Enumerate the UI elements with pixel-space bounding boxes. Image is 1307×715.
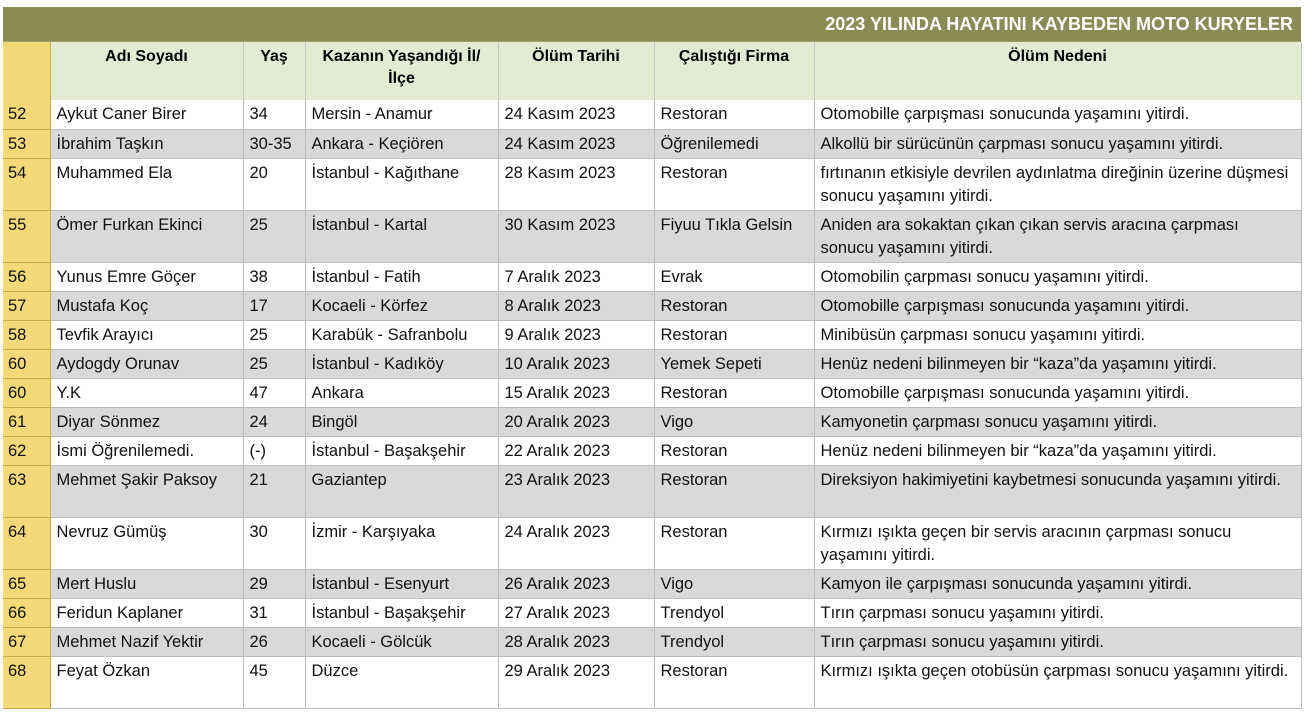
row-cause-cell: Otomobille çarpışması sonucunda yaşamını yitirdi.	[814, 100, 1301, 129]
row-location-cell: Kocaeli - Körfez	[305, 291, 498, 320]
row-company-cell: Evrak	[654, 262, 814, 291]
header-location: Kazanın Yaşandığı İl/ İlçe	[305, 42, 498, 100]
row-cause-cell: Kırmızı ışıkta geçen bir servis aracının çarpması sonucu yaşamını yitirdi.	[814, 517, 1301, 569]
row-company-cell: Trendyol	[654, 598, 814, 627]
row-company-cell: Restoran	[654, 158, 814, 210]
row-age-cell: 17	[243, 291, 305, 320]
row-age-cell: 21	[243, 465, 305, 517]
row-name-cell: Tevfik Arayıcı	[50, 320, 243, 349]
row-cause-cell: fırtınanın etkisiyle devrilen aydınlatma direğinin üzerine düşmesi sonucu yaşamını yitirdi.	[814, 158, 1301, 210]
row-number-cell: 68	[3, 656, 50, 708]
header-company: Çalıştığı Firma	[654, 42, 814, 100]
row-cause-cell: Kamyonetin çarpması sonucu yaşamını yitirdi.	[814, 407, 1301, 436]
row-location-cell: Ankara	[305, 378, 498, 407]
row-date-cell: 26 Aralık 2023	[498, 569, 654, 598]
table-row	[3, 129, 1301, 158]
row-location-cell: İstanbul - Başakşehir	[305, 598, 498, 627]
row-location-cell: İzmir - Karşıyaka	[305, 517, 498, 569]
row-date-cell: 24 Kasım 2023	[498, 100, 654, 129]
row-date-cell: 30 Kasım 2023	[498, 210, 654, 262]
row-location-cell: İstanbul - Kağıthane	[305, 158, 498, 210]
row-cause-cell: Otomobille çarpışması sonucunda yaşamını yitirdi.	[814, 378, 1301, 407]
table-row	[3, 378, 1301, 407]
row-number-cell: 57	[3, 291, 50, 320]
row-name-cell: İbrahim Taşkın	[50, 129, 243, 158]
row-name-cell: Aydogdy Orunav	[50, 349, 243, 378]
table-row	[3, 100, 1301, 129]
row-number-cell: 54	[3, 158, 50, 210]
table-row	[3, 210, 1301, 262]
row-number-cell: 64	[3, 517, 50, 569]
row-company-cell: Restoran	[654, 436, 814, 465]
row-age-cell: 34	[243, 100, 305, 129]
row-number-cell: 60	[3, 349, 50, 378]
row-company-cell: Restoran	[654, 291, 814, 320]
row-location-cell: Bingöl	[305, 407, 498, 436]
row-location-cell: İstanbul - Başakşehir	[305, 436, 498, 465]
row-date-cell: 10 Aralık 2023	[498, 349, 654, 378]
table-row	[3, 262, 1301, 291]
row-cause-cell: Tırın çarpması sonucu yaşamını yitirdi.	[814, 627, 1301, 656]
table-row	[3, 436, 1301, 465]
row-number-cell: 60	[3, 378, 50, 407]
row-location-cell: Karabük - Safranbolu	[305, 320, 498, 349]
row-name-cell: Mehmet Nazif Yektir	[50, 627, 243, 656]
row-number-cell: 55	[3, 210, 50, 262]
row-cause-cell: Direksiyon hakimiyetini kaybetmesi sonucunda yaşamını yitirdi.	[814, 465, 1301, 517]
row-number-cell: 53	[3, 129, 50, 158]
data-table	[3, 42, 1302, 709]
row-cause-cell: Minibüsün çarpması sonucu yaşamını yitirdi.	[814, 320, 1301, 349]
row-date-cell: 28 Aralık 2023	[498, 627, 654, 656]
row-location-cell: İstanbul - Kadıköy	[305, 349, 498, 378]
header-number	[3, 42, 50, 100]
row-location-cell: Mersin - Anamur	[305, 100, 498, 129]
row-date-cell: 15 Aralık 2023	[498, 378, 654, 407]
row-age-cell: 45	[243, 656, 305, 708]
row-date-cell: 28 Kasım 2023	[498, 158, 654, 210]
table-row	[3, 465, 1301, 517]
row-location-cell: Düzce	[305, 656, 498, 708]
row-company-cell: Restoran	[654, 100, 814, 129]
row-name-cell: Nevruz Gümüş	[50, 517, 243, 569]
header-cause: Ölüm Nedeni	[814, 42, 1301, 100]
row-location-cell: Ankara - Keçiören	[305, 129, 498, 158]
row-location-cell: İstanbul - Kartal	[305, 210, 498, 262]
row-location-cell: Kocaeli - Gölcük	[305, 627, 498, 656]
table-container	[3, 7, 1301, 709]
row-date-cell: 23 Aralık 2023	[498, 465, 654, 517]
row-company-cell: Restoran	[654, 320, 814, 349]
row-location-cell: İstanbul - Fatih	[305, 262, 498, 291]
table-row	[3, 656, 1301, 708]
row-cause-cell: Kırmızı ışıkta geçen otobüsün çarpması sonucu yaşamını yitirdi.	[814, 656, 1301, 708]
row-age-cell: 47	[243, 378, 305, 407]
row-date-cell: 8 Aralık 2023	[498, 291, 654, 320]
row-date-cell: 20 Aralık 2023	[498, 407, 654, 436]
row-date-cell: 22 Aralık 2023	[498, 436, 654, 465]
row-age-cell: 24	[243, 407, 305, 436]
table-row	[3, 158, 1301, 210]
table-row	[3, 569, 1301, 598]
row-age-cell: 30-35	[243, 129, 305, 158]
row-name-cell: Yunus Emre Göçer	[50, 262, 243, 291]
row-name-cell: Aykut Caner Birer	[50, 100, 243, 129]
table-row	[3, 349, 1301, 378]
row-name-cell: Muhammed Ela	[50, 158, 243, 210]
row-cause-cell: Tırın çarpması sonucu yaşamını yitirdi.	[814, 598, 1301, 627]
row-age-cell: 25	[243, 320, 305, 349]
row-age-cell: (-)	[243, 436, 305, 465]
table-row	[3, 627, 1301, 656]
row-age-cell: 29	[243, 569, 305, 598]
row-number-cell: 62	[3, 436, 50, 465]
row-age-cell: 31	[243, 598, 305, 627]
row-number-cell: 52	[3, 100, 50, 129]
table-row	[3, 598, 1301, 627]
row-number-cell: 56	[3, 262, 50, 291]
table-row	[3, 291, 1301, 320]
table-row	[3, 517, 1301, 569]
row-cause-cell: Henüz nedeni bilinmeyen bir “kaza”da yaşamını yitirdi.	[814, 436, 1301, 465]
header-age: Yaş	[243, 42, 305, 100]
row-company-cell: Öğrenilemedi	[654, 129, 814, 158]
header-name: Adı Soyadı	[50, 42, 243, 100]
row-cause-cell: Kamyon ile çarpışması sonucunda yaşamını yitirdi.	[814, 569, 1301, 598]
row-name-cell: Mert Huslu	[50, 569, 243, 598]
row-date-cell: 27 Aralık 2023	[498, 598, 654, 627]
table-row	[3, 407, 1301, 436]
row-company-cell: Restoran	[654, 378, 814, 407]
row-location-cell: İstanbul - Esenyurt	[305, 569, 498, 598]
row-age-cell: 30	[243, 517, 305, 569]
row-company-cell: Vigo	[654, 569, 814, 598]
row-name-cell: İsmi Öğrenilemedi.	[50, 436, 243, 465]
row-number-cell: 66	[3, 598, 50, 627]
row-number-cell: 63	[3, 465, 50, 517]
row-cause-cell: Otomobille çarpışması sonucunda yaşamını yitirdi.	[814, 291, 1301, 320]
row-name-cell: Mehmet Şakir Paksoy	[50, 465, 243, 517]
row-location-cell: Gaziantep	[305, 465, 498, 517]
row-company-cell: Yemek Sepeti	[654, 349, 814, 378]
row-cause-cell: Alkollü bir sürücünün çarpması sonucu yaşamını yitirdi.	[814, 129, 1301, 158]
row-number-cell: 67	[3, 627, 50, 656]
row-date-cell: 9 Aralık 2023	[498, 320, 654, 349]
table-title: 2023 YILINDA HAYATINI KAYBEDEN MOTO KURYELER	[3, 7, 1301, 42]
row-age-cell: 25	[243, 349, 305, 378]
row-company-cell: Fiyuu Tıkla Gelsin	[654, 210, 814, 262]
table-row	[3, 320, 1301, 349]
row-date-cell: 29 Aralık 2023	[498, 656, 654, 708]
header-row	[3, 42, 1301, 100]
row-company-cell: Vigo	[654, 407, 814, 436]
row-name-cell: Feyat Özkan	[50, 656, 243, 708]
row-name-cell: Y.K	[50, 378, 243, 407]
header-date: Ölüm Tarihi	[498, 42, 654, 100]
row-number-cell: 61	[3, 407, 50, 436]
row-age-cell: 26	[243, 627, 305, 656]
row-cause-cell: Otomobilin çarpması sonucu yaşamını yitirdi.	[814, 262, 1301, 291]
row-number-cell: 58	[3, 320, 50, 349]
row-age-cell: 25	[243, 210, 305, 262]
row-cause-cell: Aniden ara sokaktan çıkan çıkan servis aracına çarpması sonucu yaşamını yitirdi.	[814, 210, 1301, 262]
row-company-cell: Trendyol	[654, 627, 814, 656]
row-age-cell: 20	[243, 158, 305, 210]
row-name-cell: Ömer Furkan Ekinci	[50, 210, 243, 262]
row-date-cell: 24 Aralık 2023	[498, 517, 654, 569]
row-name-cell: Mustafa Koç	[50, 291, 243, 320]
row-number-cell: 65	[3, 569, 50, 598]
row-date-cell: 24 Kasım 2023	[498, 129, 654, 158]
row-name-cell: Feridun Kaplaner	[50, 598, 243, 627]
row-company-cell: Restoran	[654, 656, 814, 708]
row-name-cell: Diyar Sönmez	[50, 407, 243, 436]
row-age-cell: 38	[243, 262, 305, 291]
row-date-cell: 7 Aralık 2023	[498, 262, 654, 291]
table-body	[3, 100, 1301, 708]
row-company-cell: Restoran	[654, 465, 814, 517]
row-cause-cell: Henüz nedeni bilinmeyen bir “kaza”da yaşamını yitirdi.	[814, 349, 1301, 378]
row-company-cell: Restoran	[654, 517, 814, 569]
